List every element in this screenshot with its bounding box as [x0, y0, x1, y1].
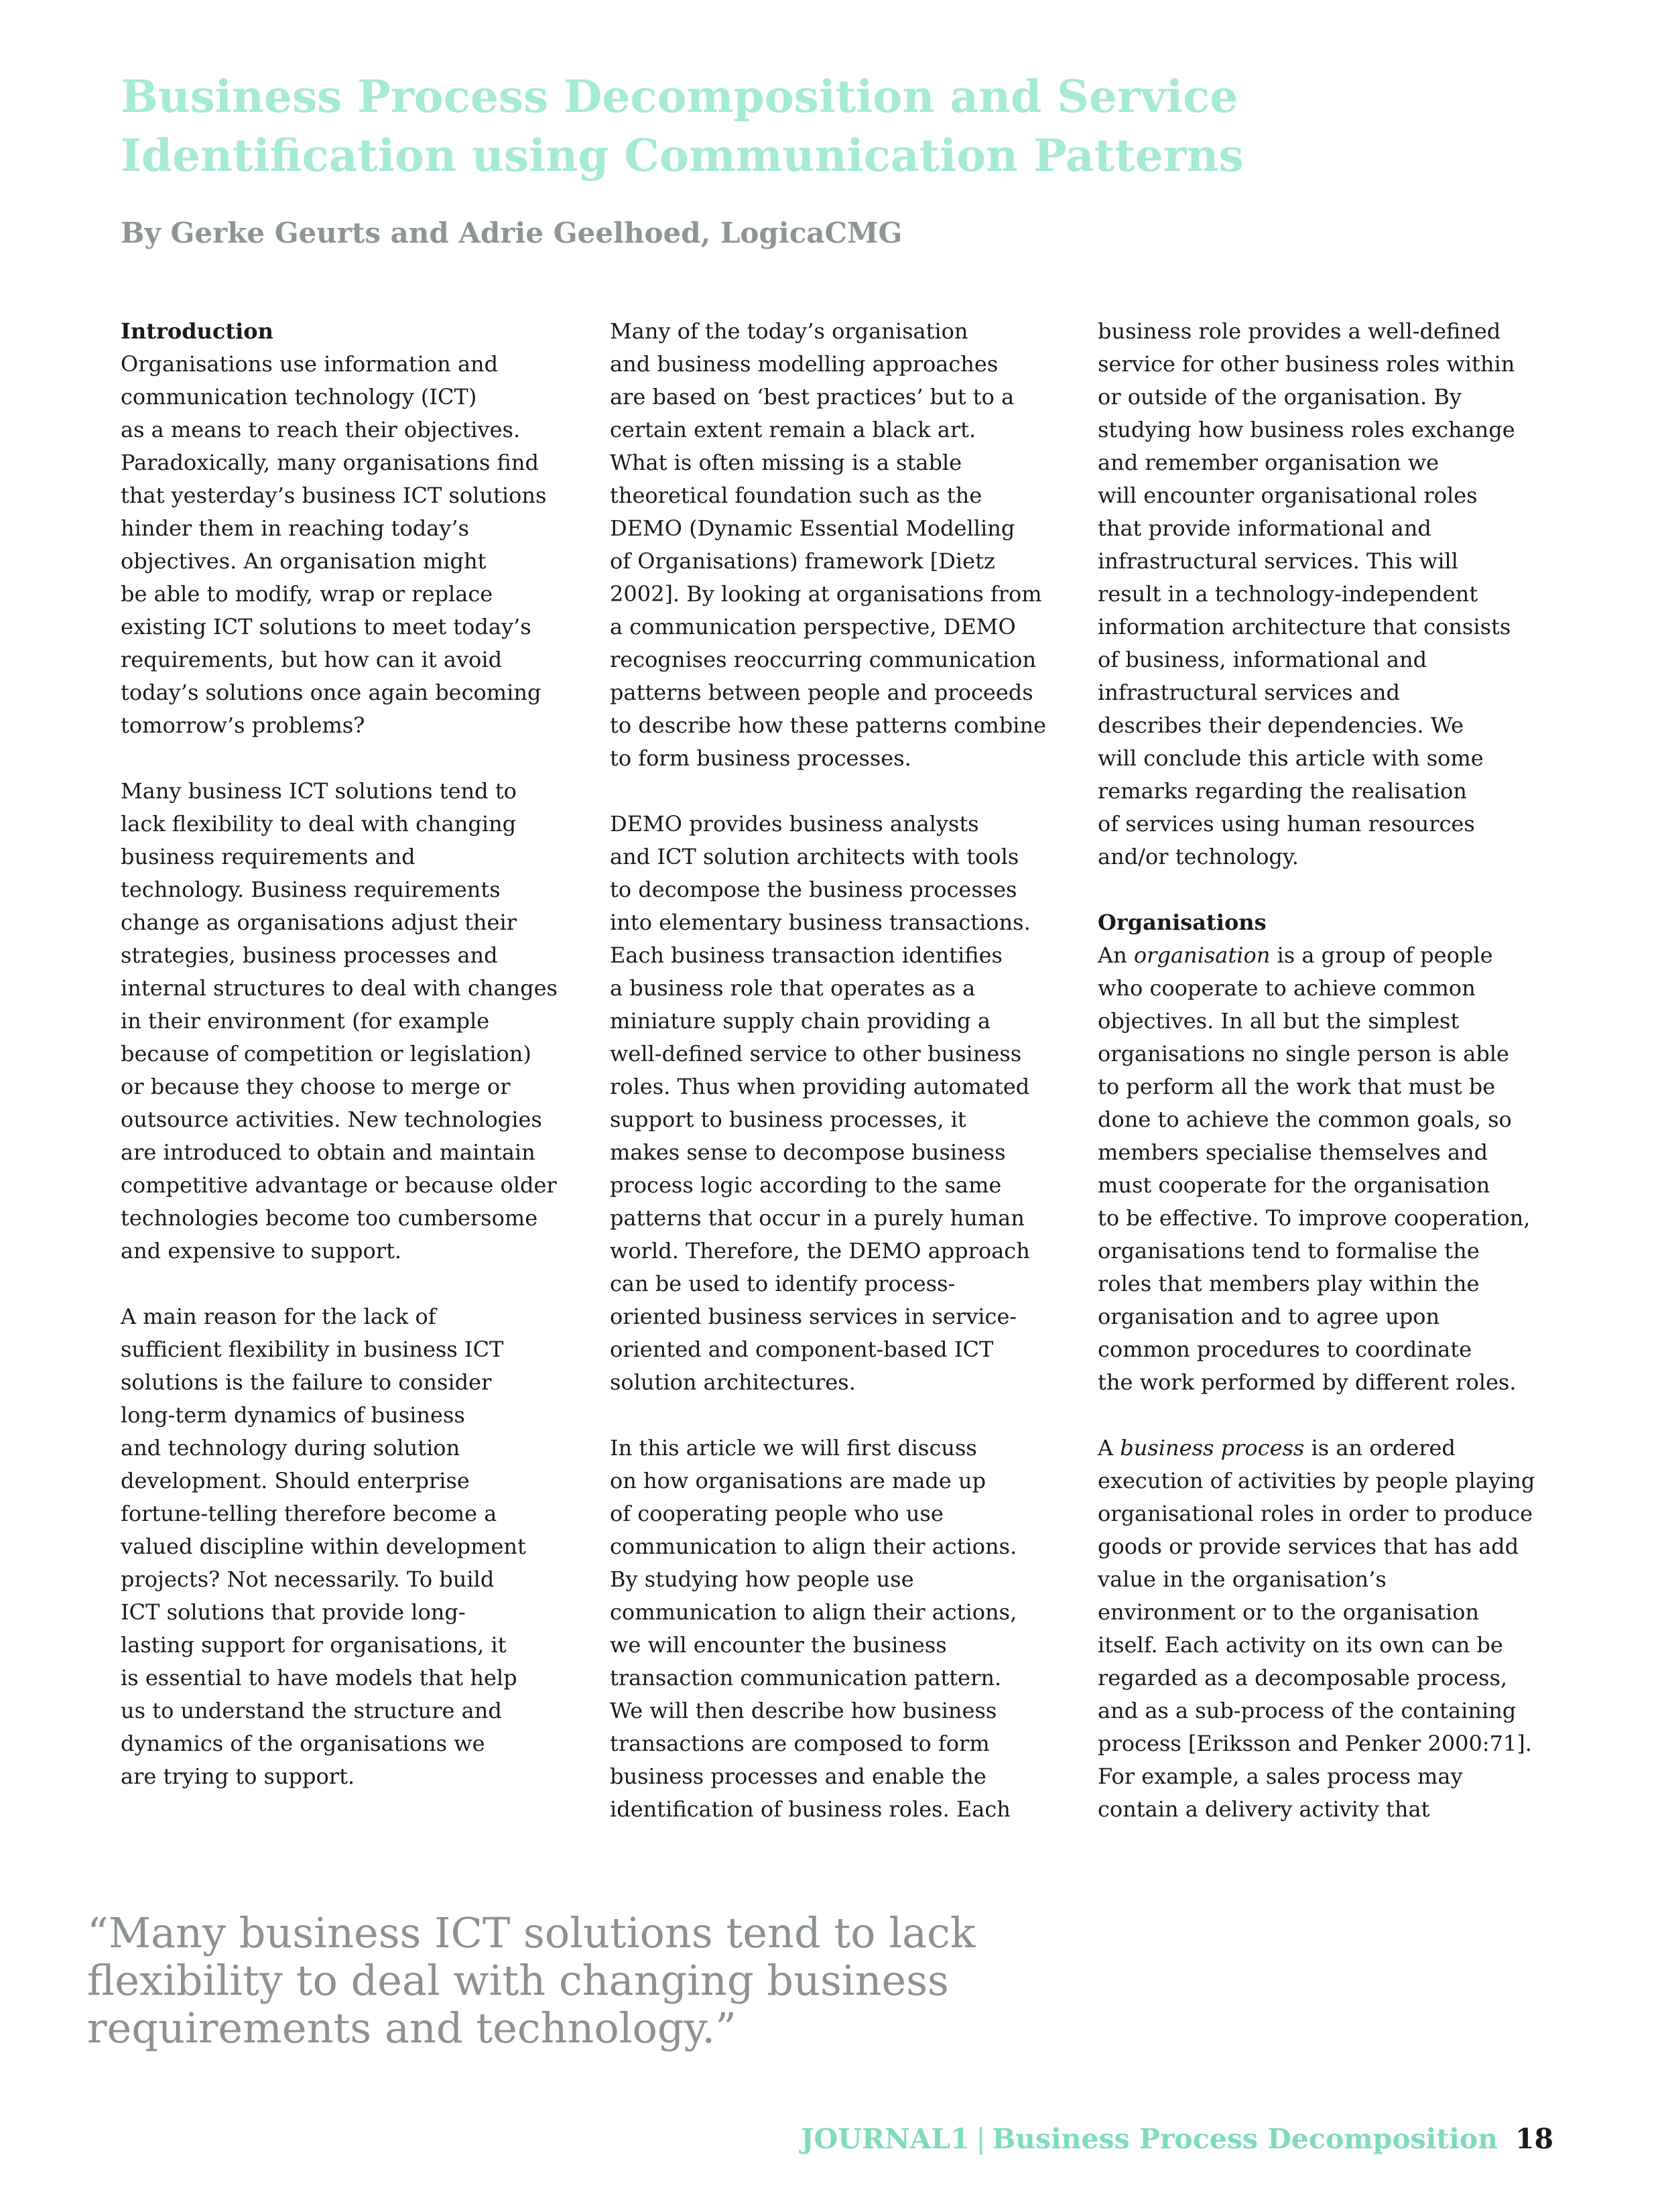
text-line: who cooperate to achieve common: [1098, 975, 1476, 1001]
text-line: or because they choose to merge or: [121, 1074, 511, 1099]
text-line: result in a technology-independent: [1098, 581, 1478, 607]
text-line: communication to align their actions,: [610, 1599, 1017, 1625]
text-line: projects? Not necessarily. To build: [121, 1566, 495, 1592]
text-line: process [Eriksson and Penker 2000:71].: [1098, 1731, 1532, 1756]
paragraph-break: [610, 1399, 1079, 1432]
column-1: [121, 315, 590, 1793]
text-line: makes sense to decompose business: [610, 1140, 1006, 1165]
text-line: long-term dynamics of business: [121, 1402, 465, 1428]
text-line: is essential to have models that help: [121, 1665, 517, 1691]
text-line: well-defined service to other business: [610, 1041, 1022, 1066]
text-line: that yesterday’s business ICT solutions: [121, 483, 547, 508]
text-line: and expensive to support.: [121, 1238, 402, 1264]
text-line: and as a sub-process of the containing: [1098, 1698, 1517, 1723]
text-line: existing ICT solutions to meet today’s: [121, 614, 531, 639]
journal-name: JOURNAL1: [801, 2123, 970, 2155]
text-line: communication technology (ICT): [121, 384, 477, 410]
text-line: are based on ‘best practices’ but to a: [610, 384, 1015, 410]
text-line: and/or technology.: [1098, 844, 1299, 869]
defined-term: organisation: [1133, 942, 1271, 968]
text-fragment: A: [1098, 1435, 1121, 1461]
text-line: we will encounter the business: [610, 1632, 947, 1658]
pull-quote-line: “Many business ICT solutions tend to lack: [87, 1908, 976, 1957]
text-line: as a means to reach their objectives.: [121, 417, 521, 442]
text-line: to form business processes.: [610, 745, 911, 771]
text-line: regarded as a decomposable process,: [1098, 1665, 1508, 1691]
text-line: objectives. In all but the simplest: [1098, 1008, 1460, 1034]
text-line: will conclude this article with some: [1098, 745, 1484, 771]
text-line: be able to modify, wrap or replace: [121, 581, 493, 607]
text-line: of services using human resources: [1098, 811, 1475, 837]
title-line: Identification using Communication Patterns: [121, 129, 1244, 182]
text-line: today’s solutions once again becoming: [121, 680, 541, 705]
text-line: We will then describe how business: [610, 1698, 997, 1723]
text-line: lack flexibility to deal with changing: [121, 811, 517, 837]
text-line: members specialise themselves and: [1098, 1140, 1488, 1165]
text-line: dynamics of the organisations we: [121, 1731, 485, 1756]
text-line: support to business processes, it: [610, 1107, 966, 1132]
text-line: solutions is the failure to consider: [121, 1369, 492, 1395]
text-line: common procedures to coordinate: [1098, 1337, 1472, 1362]
text-line: to perform all the work that must be: [1098, 1074, 1496, 1099]
section-heading-organisations: Organisations: [1098, 910, 1267, 935]
text-line: and ICT solution architects with tools: [610, 844, 1019, 869]
text-line: because of competition or legislation): [121, 1041, 531, 1066]
text-line: patterns between people and proceeds: [610, 680, 1033, 705]
title-line: Business Process Decomposition and Service: [121, 70, 1238, 123]
pull-quote-line: flexibility to deal with changing business: [87, 1956, 949, 2005]
text-line: miniature supply chain providing a: [610, 1008, 990, 1034]
definition-line-business-process: [1098, 1432, 1567, 1465]
page-number: 18: [1515, 2123, 1553, 2155]
text-line: information architecture that consists: [1098, 614, 1511, 639]
text-line: and remember organisation we: [1098, 450, 1440, 475]
text-line: solution architectures.: [610, 1369, 856, 1395]
text-line: technology. Business requirements: [121, 877, 501, 902]
text-line: objectives. An organisation might: [121, 548, 487, 574]
text-line: are introduced to obtain and maintain: [121, 1140, 535, 1165]
text-line: By studying how people use: [610, 1566, 914, 1592]
paragraph-break: [610, 775, 1079, 808]
text-line: Many business ICT solutions tend to: [121, 778, 517, 804]
text-line: technologies become too cumbersome: [121, 1205, 538, 1231]
text-line: that provide informational and: [1098, 515, 1431, 541]
text-line: and business modelling approaches: [610, 351, 999, 377]
text-line: outsource activities. New technologies: [121, 1107, 542, 1132]
text-line: a communication perspective, DEMO: [610, 614, 1016, 639]
text-line: DEMO provides business analysts: [610, 811, 979, 837]
text-line: goods or provide services that has add: [1098, 1534, 1519, 1559]
text-line: world. Therefore, the DEMO approach: [610, 1238, 1030, 1264]
text-line: organisations tend to formalise the: [1098, 1238, 1480, 1264]
text-line: to be effective. To improve cooperation,: [1098, 1205, 1531, 1231]
text-line: or outside of the organisation. By: [1098, 384, 1462, 410]
text-line: lasting support for organisations, it: [121, 1632, 507, 1658]
defined-term: business process: [1120, 1435, 1305, 1461]
paragraph-break: [1098, 1399, 1567, 1432]
paragraph-break: [1098, 873, 1567, 906]
text-line: strategies, business processes and: [121, 942, 498, 968]
text-line: Organisations use information and: [121, 351, 499, 377]
text-line: tomorrow’s problems?: [121, 713, 365, 738]
text-line: roles. Thus when providing automated: [610, 1074, 1030, 1099]
text-line: of Organisations) framework [Dietz: [610, 548, 995, 574]
text-line: the work performed by different roles.: [1098, 1369, 1517, 1395]
text-line: organisation and to agree upon: [1098, 1304, 1440, 1329]
text-line: in their environment (for example: [121, 1008, 490, 1034]
text-line: requirements, but how can it avoid: [121, 647, 503, 672]
text-line: What is often missing is a stable: [610, 450, 962, 475]
text-fragment: is a group of people: [1270, 942, 1493, 968]
text-line: sufficient flexibility in business ICT: [121, 1337, 504, 1362]
text-line: to describe how these patterns combine: [610, 713, 1047, 738]
text-line: contain a delivery activity that: [1098, 1796, 1430, 1822]
text-line: value in the organisation’s: [1098, 1566, 1387, 1592]
pull-quote: [87, 1909, 975, 2052]
text-line: 2002]. By looking at organisations from: [610, 581, 1042, 607]
text-line: studying how business roles exchange: [1098, 417, 1515, 442]
section-heading-introduction: Introduction: [121, 318, 273, 344]
text-line: can be used to identify process-: [610, 1271, 956, 1296]
pull-quote-line: requirements and technology.”: [87, 2004, 737, 2052]
text-line: ICT solutions that provide long-: [121, 1599, 466, 1625]
text-line: describes their dependencies. We: [1098, 713, 1464, 738]
text-line: done to achieve the common goals, so: [1098, 1107, 1512, 1132]
text-line: organisational roles in order to produce: [1098, 1501, 1533, 1526]
text-line: Each business transaction identifies: [610, 942, 1003, 968]
text-line: oriented business services in service-: [610, 1304, 1017, 1329]
text-fragment: is an ordered: [1304, 1435, 1456, 1461]
text-line: DEMO (Dynamic Essential Modelling: [610, 515, 1015, 541]
text-line: Paradoxically, many organisations find: [121, 450, 539, 475]
footer-section-title: Business Process Decomposition: [992, 2123, 1498, 2155]
column-2: [610, 315, 1079, 1826]
text-line: execution of activities by people playing: [1098, 1468, 1535, 1493]
text-line: transactions are composed to form: [610, 1731, 990, 1756]
text-line: recognises reoccurring communication: [610, 647, 1037, 672]
text-line: business requirements and: [121, 844, 416, 869]
text-fragment: An: [1098, 942, 1134, 968]
text-line: roles that members play within the: [1098, 1271, 1480, 1296]
definition-line-organisation: [1098, 939, 1567, 972]
text-line: competitive advantage or because older: [121, 1172, 557, 1198]
text-line: service for other business roles within: [1098, 351, 1515, 377]
text-line: certain extent remain a black art.: [610, 417, 976, 442]
article-title: [121, 67, 1561, 185]
text-line: patterns that occur in a purely human: [610, 1205, 1025, 1231]
text-line: to decompose the business processes: [610, 877, 1017, 902]
text-line: of cooperating people who use: [610, 1501, 944, 1526]
text-line: of business, informational and: [1098, 647, 1427, 672]
paragraph-break: [121, 1268, 590, 1300]
text-line: a business role that operates as a: [610, 975, 976, 1001]
text-line: infrastructural services and: [1098, 680, 1401, 705]
text-line: communication to align their actions.: [610, 1534, 1017, 1559]
text-line: business role provides a well-defined: [1098, 318, 1501, 344]
text-line: must cooperate for the organisation: [1098, 1172, 1490, 1198]
text-line: A main reason for the lack of: [121, 1304, 436, 1329]
text-line: us to understand the structure and: [121, 1698, 502, 1723]
text-line: valued discipline within development: [121, 1534, 526, 1559]
text-line: hinder them in reaching today’s: [121, 515, 469, 541]
text-line: transaction communication pattern.: [610, 1665, 1002, 1691]
text-line: process logic according to the same: [610, 1172, 1002, 1198]
text-line: oriented and component-based ICT: [610, 1337, 994, 1362]
paragraph-break: [121, 742, 590, 775]
text-line: infrastructural services. This will: [1098, 548, 1458, 574]
byline: By Gerke Geurts and Adrie Geelhoed, LogicaCMG: [121, 217, 903, 249]
column-3: [1098, 315, 1567, 1826]
text-line: identification of business roles. Each: [610, 1796, 1011, 1822]
footer-separator: |: [976, 2123, 986, 2155]
text-line: into elementary business transactions.: [610, 910, 1031, 935]
text-line: fortune-telling therefore become a: [121, 1501, 497, 1526]
text-line: Many of the today’s organisation: [610, 318, 968, 344]
text-line: For example, a sales process may: [1098, 1764, 1463, 1789]
text-line: change as organisations adjust their: [121, 910, 517, 935]
text-line: environment or to the organisation: [1098, 1599, 1479, 1625]
text-line: are trying to support.: [121, 1764, 355, 1789]
text-line: organisations no single person is able: [1098, 1041, 1509, 1066]
text-line: In this article we will first discuss: [610, 1435, 977, 1461]
text-line: remarks regarding the realisation: [1098, 778, 1467, 804]
text-line: itself. Each activity on its own can be: [1098, 1632, 1503, 1658]
text-line: will encounter organisational roles: [1098, 483, 1478, 508]
page-footer: [801, 2120, 1553, 2158]
text-line: on how organisations are made up: [610, 1468, 986, 1493]
text-line: business processes and enable the: [610, 1764, 986, 1789]
text-line: internal structures to deal with changes: [121, 975, 558, 1001]
text-line: development. Should enterprise: [121, 1468, 470, 1493]
text-line: and technology during solution: [121, 1435, 460, 1461]
text-line: theoretical foundation such as the: [610, 483, 982, 508]
